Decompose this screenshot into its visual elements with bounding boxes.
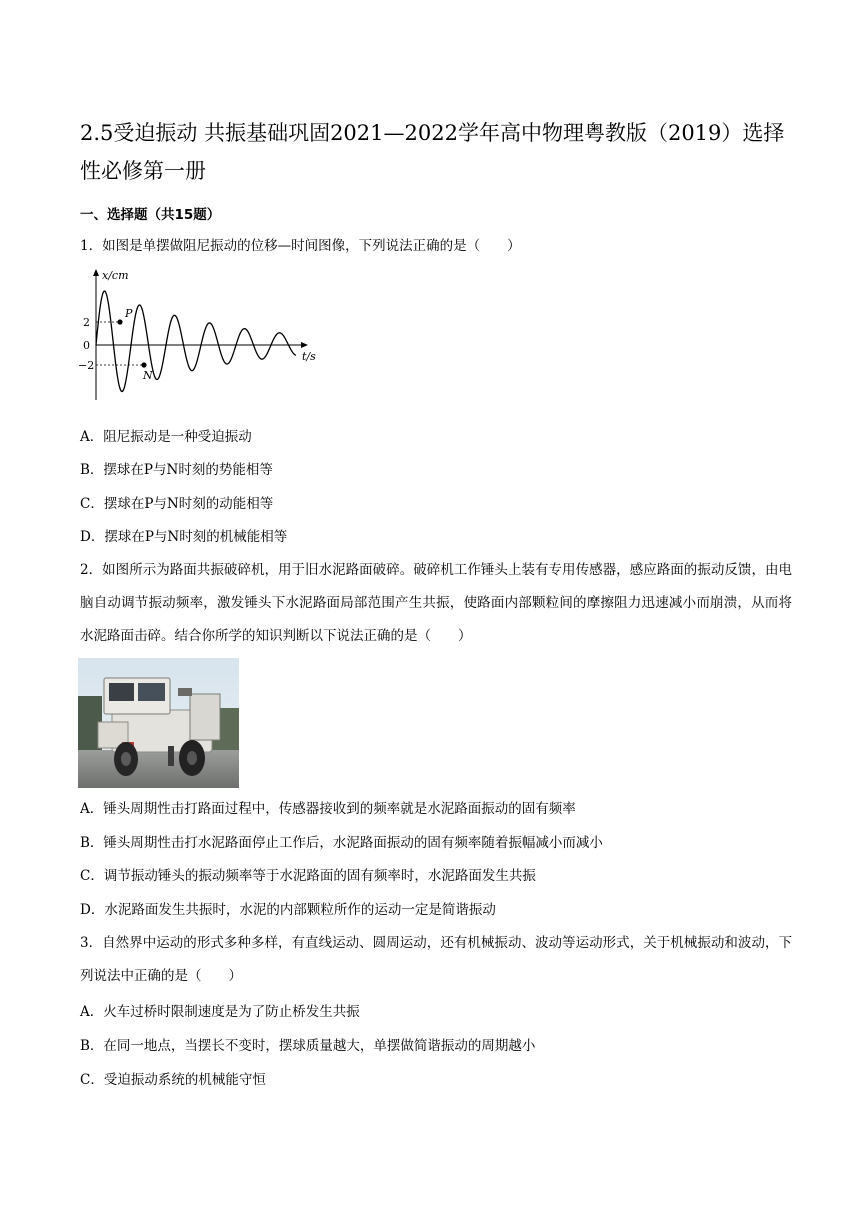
question-1-option-b: B．摆球在P与N时刻的势能相等 — [80, 462, 273, 478]
point-n — [141, 362, 146, 367]
question-2-stem: 2．如图所示为路面共振破碎机，用于旧水泥路面破碎。破碎机工作锤头上装有专用传感器，感应路面的振动反馈，由电脑自动调节振动频率，激发锤头下水泥路面局部范围产生共振，使路面内部颗粒间的摩擦阻力迅速减小而崩溃，从而将水泥路面击碎。结合你所学的知识判断以下说法正确的是（ ） — [80, 562, 792, 644]
tick-label-neg2: −2 — [78, 359, 95, 372]
question-2-option-d: D．水泥路面发生共振时，水泥的内部颗粒所作的运动一定是简谐振动 — [80, 902, 496, 918]
question-2-option-c: C．调节振动锤头的振动频率等于水泥路面的固有频率时，水泥路面发生共振 — [80, 868, 536, 884]
document-title: 2.5受迫振动 共振基础巩固2021—2022学年高中物理粤教版（2019）选择性必修第一册 — [80, 121, 785, 183]
y-axis-label: x/cm — [102, 269, 129, 282]
question-2-option-b: B．锤头周期性击打水泥路面停止工作后，水泥路面振动的固有频率随着振幅减小而减小 — [80, 835, 603, 851]
question-1-option-d: D．摆球在P与N时刻的机械能相等 — [80, 529, 288, 545]
t-axis-arrow — [301, 342, 308, 348]
tick-label-0: 0 — [83, 339, 90, 352]
question-1-option-c: C．摆球在P与N时刻的动能相等 — [80, 496, 274, 512]
label-n: N — [143, 369, 153, 382]
question-3-stem: 3．自然界中运动的形式多种多样，有直线运动、圆周运动，还有机械振动、波动等运动形式，关于机械振动和波动，下列说法中正确的是（ ） — [80, 935, 792, 984]
label-p: P — [125, 307, 133, 320]
road-crusher-photo — [78, 658, 239, 788]
question-3-option-c: C．受迫振动系统的机械能守恒 — [80, 1072, 266, 1088]
question-3-option-b: B．在同一地点，当摆长不变时，摆球质量越大，单摆做简谐振动的周期越小 — [80, 1038, 536, 1054]
damped-oscillation-graph — [78, 265, 328, 405]
question-1-stem: 1．如图是单摆做阻尼振动的位移—时间图像，下列说法正确的是（ ） — [80, 238, 521, 254]
tick-label-2: 2 — [83, 316, 90, 329]
point-p — [117, 319, 122, 324]
question-1-option-a: A．阻尼振动是一种受迫振动 — [80, 429, 252, 445]
t-axis-label: t/s — [302, 350, 316, 363]
y-axis-arrow — [93, 269, 99, 276]
question-2-option-a: A．锤头周期性击打路面过程中，传感器接收到的频率就是水泥路面振动的固有频率 — [80, 801, 576, 817]
question-3-option-a: A．火车过桥时限制速度是为了防止桥发生共振 — [80, 1004, 360, 1020]
section-heading: 一、选择题（共15题） — [80, 207, 221, 223]
